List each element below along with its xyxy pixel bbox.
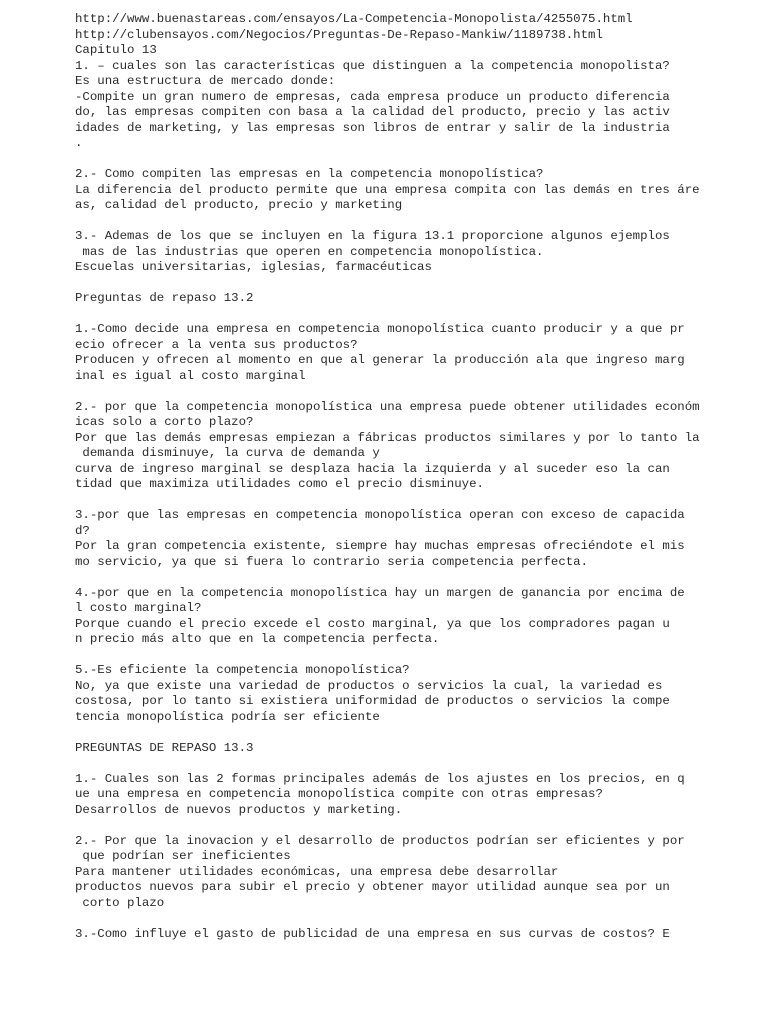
text-line: Desarrollos de nuevos productos y marketing. [75,802,403,817]
blank-line [75,756,755,772]
text-line: 5.-Es eficiente la competencia monopolística? [75,663,410,677]
blank-line [75,384,755,400]
text-line: que podrían ser ineficientes [75,849,291,863]
text-line: Para mantener utilidades económicas, una empresa debe desarrollar [75,864,559,879]
text-line: productos nuevos para subir el precio y obtener mayor utilidad aunque sea por un [75,880,670,894]
text-line: ecio ofrecer a la venta sus productos? [75,337,358,352]
text-line: . [75,136,83,150]
blank-line [75,276,755,292]
text-line: demanda disminuye, la curva de demanda y [75,446,380,460]
text-line: icas solo a corto plazo? [75,415,254,429]
blank-line [75,818,755,834]
text-line: as, calidad del producto, precio y marketing [75,198,403,212]
text-line: ue una empresa en competencia monopolística compite con otras empresas? [75,787,603,801]
blank-line [75,648,755,664]
text-line: Escuelas universitarias, iglesias, farmacéuticas [75,260,432,274]
text-line: 1.-Como decide una empresa en competencia monopolística cuanto producir y a que pr [75,322,685,336]
source-url-1[interactable]: http://www.buenastareas.com/ensayos/La-Competencia-Monopolista/4255075.html [75,12,633,26]
text-line: mo servicio, ya que si fuera lo contrario seria competencia perfecta. [75,554,589,569]
text-line: 2.- por que la competencia monopolística una empresa puede obtener utilidades económ [75,399,700,414]
text-line: n precio más alto que en la competencia perfecta. [75,632,440,646]
text-line: 3.-Como influye el gasto de publicidad de una empresa en sus curvas de costos? E [75,926,670,941]
text-line: l costo marginal? [75,601,202,615]
section-heading: PREGUNTAS DE REPASO 13.3 [75,740,254,755]
text-line: 2.- Por que la inovacion y el desarrollo de productos podrían ser eficientes y por [75,833,685,848]
text-line: 4.-por que en la competencia monopolística hay un margen de ganancia por encima de [75,585,685,600]
text-line: La diferencia del producto permite que una empresa compita con las demás en tres áre [75,182,700,197]
text-line: 2.- Como compiten las empresas en la competencia monopolística? [75,167,544,181]
text-line: curva de ingreso marginal se desplaza hacia la izquierda y al suceder eso la can [75,461,670,476]
text-line: do, las empresas compiten con basa a la calidad del producto, precio y las activ [75,105,670,119]
blank-line [75,725,755,741]
blank-line [75,152,755,168]
text-line: -Compite un gran numero de empresas, cada empresa produce un producto diferencia [75,89,670,104]
text-line: corto plazo [75,895,165,910]
blank-line [75,911,755,927]
text-line: No, ya que existe una variedad de productos o servicios la cual, la variedad es [75,678,663,693]
text-line: 1.- Cuales son las 2 formas principales además de los ajustes en los precios, en q [75,771,685,786]
text-line: Porque cuando el precio excede el costo marginal, ya que los compradores pagan u [75,616,670,631]
text-line: 3.-por que las empresas en competencia monopolística operan con exceso de capacida [75,508,685,522]
document-body [75,12,755,942]
text-line: tidad que maximiza utilidades como el precio disminuye. [75,477,484,491]
blank-line [75,214,755,230]
chapter-heading: Capitulo 13 [75,43,157,57]
section-heading: Preguntas de repaso 13.2 [75,291,254,305]
text-line: inal es igual al costo marginal [75,368,306,383]
blank-line [75,307,755,323]
text-line: Por que las demás empresas empiezan a fábricas productos similares y por lo tanto la [75,430,700,445]
blank-line [75,493,755,509]
text-line: mas de las industrias que operen en competencia monopolística. [75,244,544,259]
source-url-2[interactable]: http://clubensayos.com/Negocios/Preguntas-De-Repaso-Mankiw/1189738.html [75,27,603,42]
text-line: idades de marketing, y las empresas son libros de entrar y salir de la industria [75,120,670,135]
text-line: 3.- Ademas de los que se incluyen en la figura 13.1 proporcione algunos ejemplos [75,229,670,243]
text-line: 1. – cuales son las características que distinguen a la competencia monopolista? [75,58,670,73]
text-line: Producen y ofrecen al momento en que al generar la producción ala que ingreso marg [75,353,685,367]
text-line: Es una estructura de mercado donde: [75,74,336,88]
text-line: tencia monopolística podría ser eficiente [75,709,380,724]
text-line: d? [75,523,90,538]
blank-line [75,570,755,586]
text-line: Por la gran competencia existente, siempre hay muchas empresas ofreciéndote el mis [75,539,685,553]
text-line: costosa, por lo tanto si existiera uniformidad de productos o servicios la compe [75,694,670,708]
